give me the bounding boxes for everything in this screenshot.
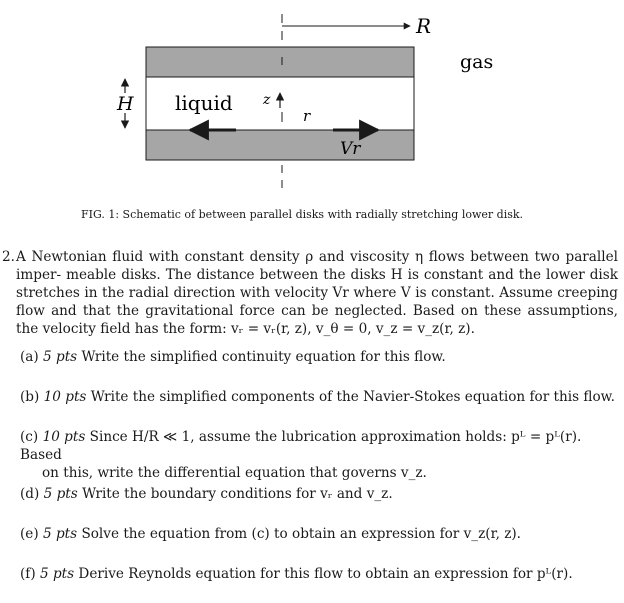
label-H: H <box>117 93 134 115</box>
part-e <box>20 525 521 543</box>
part-b <box>20 388 615 406</box>
part-text: Write the simplified components of the Navier-Stokes equation for this flow. <box>90 389 615 405</box>
label-liquid: liquid <box>175 91 233 115</box>
part-label: (f) <box>20 566 36 582</box>
part-points: 10 pts <box>43 389 87 405</box>
part-label: (e) <box>20 526 39 542</box>
label-z: z <box>263 92 271 108</box>
part-points: 5 pts <box>43 349 78 365</box>
part-points: 5 pts <box>42 526 78 542</box>
part-text: Write the simplified continuity equation for this flow. <box>81 349 446 365</box>
part-f <box>20 565 573 583</box>
part-points: 5 pts <box>39 566 75 582</box>
top-disk <box>146 47 414 77</box>
part-points: 5 pts <box>43 486 78 502</box>
part-d <box>20 485 393 503</box>
label-gas: gas <box>460 51 494 73</box>
part-text-continuation: on this, write the differential equation that governs v_z. <box>42 465 427 481</box>
part-points: 10 pts <box>42 429 86 445</box>
part-text: Write the boundary conditions for vᵣ and v_z. <box>82 486 393 502</box>
question-text: A Newtonian fluid with constant density ρ and viscosity η flows between two parallel imper- meable disks. The distance between the disks H is constant and the lower disk stretches in the radial direction with velocity Vr where V is constant. Assume creeping flow and that the gravitational force can be neglected. Based on these assumptions, the velocity field has the form: vᵣ = vᵣ(r, z), v_θ = 0, v_z = v_z(r, z). <box>16 249 618 337</box>
part-text: Derive Reynolds equation for this flow to obtain an expression for pᴸ(r). <box>78 566 573 582</box>
part-label: (d) <box>20 486 40 502</box>
part-text: Since H/R ≪ 1, assume the lubrication approximation holds: pᴸ = pᴸ(r). Based <box>20 429 582 463</box>
label-R: R <box>416 14 432 38</box>
question-2 <box>2 248 618 338</box>
part-a <box>20 348 446 366</box>
figure-caption: FIG. 1: Schematic of between parallel disks with radially stretching lower disk. <box>80 208 524 221</box>
part-c <box>20 428 620 482</box>
question-number: 2. <box>2 249 15 265</box>
bottom-disk <box>146 130 414 160</box>
label-r: r <box>303 107 311 125</box>
schematic-figure <box>0 0 624 205</box>
part-label: (b) <box>20 389 40 405</box>
part-label: (a) <box>20 349 39 365</box>
part-label: (c) <box>20 429 39 445</box>
label-Vr: Vr <box>340 139 361 159</box>
part-text: Solve the equation from (c) to obtain an expression for v_z(r, z). <box>81 526 522 542</box>
